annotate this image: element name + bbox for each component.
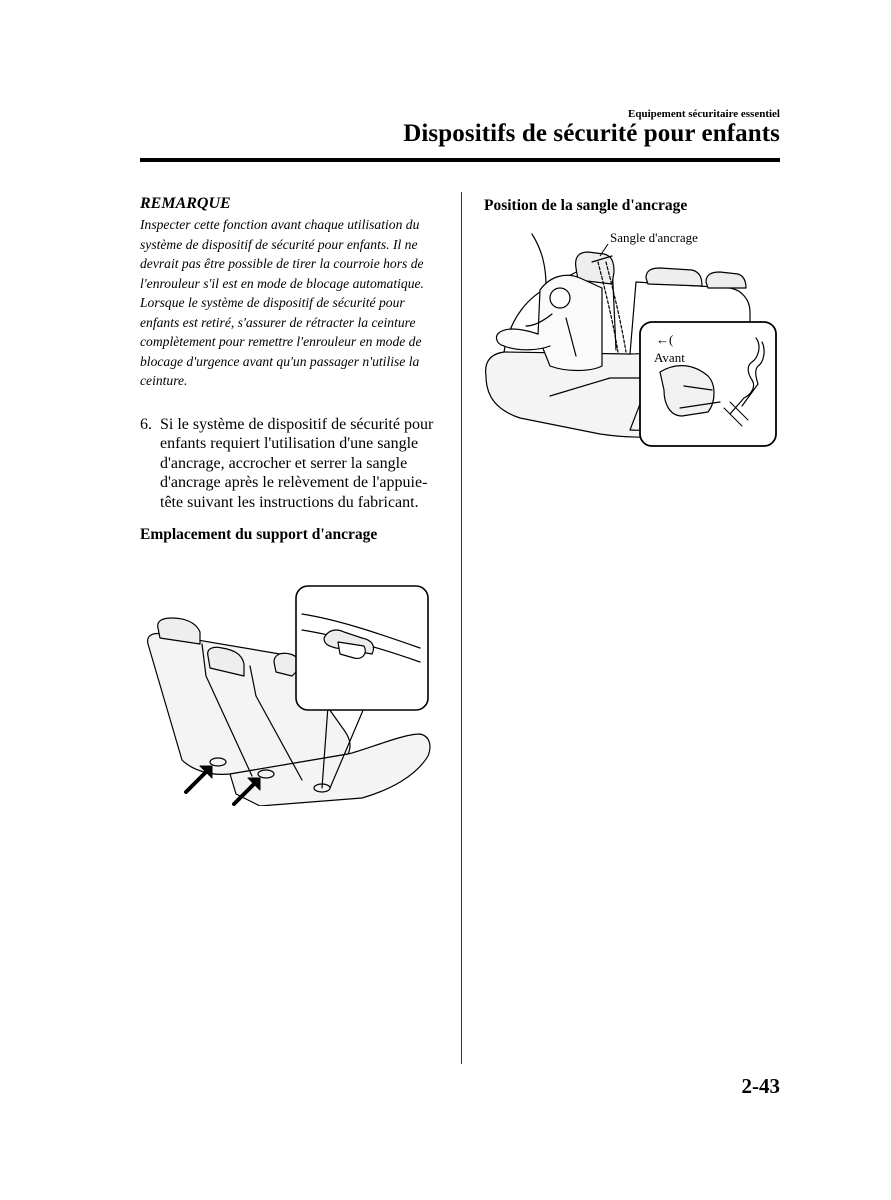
step-number: 6. [140,415,152,433]
anchor-location-heading: Emplacement du support d'ancrage [140,526,378,543]
strap-position-illustration [480,226,778,448]
note-text: Inspecter cette fonction avant chaque utilisation du système de dispositif de sécurité pour enfants. Il ne devrait pas être possible de tirer la courroie hors de l'enrouleur s'il est en mode de blocage automatique. Lorsque le système de dispositif de sécurité pour enfants est retiré, s'assurer de rétracter la ceinture complètement pour remettre l'enrouleur en mode de blocage d'urgence avant qu'un passager n'utilise la ceinture. [140,217,424,388]
strap-label: Sangle d'ancrage [610,230,698,245]
note-title: REMARQUE [140,195,231,212]
front-arrow: ←( [656,332,674,347]
left-column [140,195,440,544]
title-rule [140,158,780,162]
right-column [484,197,784,215]
step-6 [140,415,440,513]
front-label: Avant [654,350,685,365]
page-title: Dispositifs de sécurité pour enfants [403,120,780,147]
strap-position-heading: Position de la sangle d'ancrage [484,197,688,214]
column-divider [461,192,462,1064]
anchor-location-illustration [140,584,432,806]
page-number: 2-43 [741,1074,780,1098]
step-text: Si le système de dispositif de sécurité pour enfants requiert l'utilisation d'une sangle d'ancrage, accrocher et serrer la sangle d'ancrage après le relèvement de l'appuie-tête suivant les instructions du fabricant. [160,415,434,511]
section-label: Equipement sécuritaire essentiel [628,108,780,120]
